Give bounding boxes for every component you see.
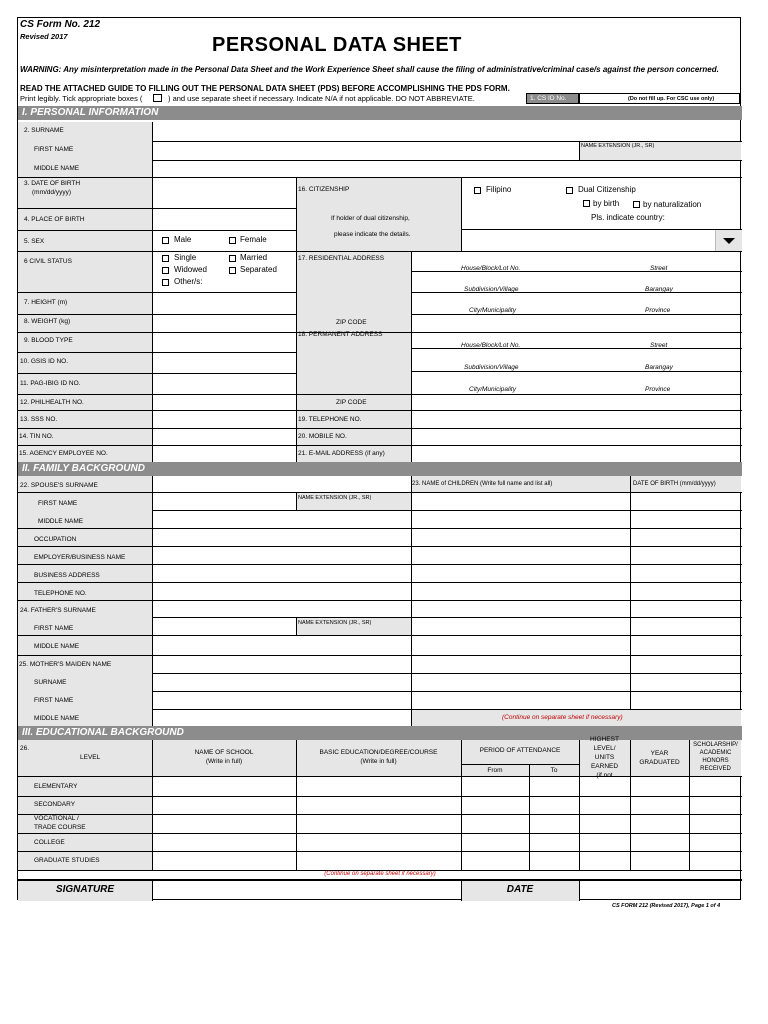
citizenship-label: 16. CITIZENSHIP — [298, 186, 350, 193]
perm-street-label: Street — [650, 342, 668, 349]
perm-province-label: Province — [645, 386, 671, 393]
civil-separated-checkbox[interactable] — [229, 267, 236, 274]
level-vocational-1: VOCATIONAL / — [34, 815, 79, 822]
print-instruction-b: ) and use separate sheet if necessary. Indicate N/A if not applicable. DO NOT ABBREVIATE. — [168, 94, 475, 103]
agency-employee-label: 15. AGENCY EMPLOYEE NO. — [19, 450, 108, 457]
highest-line-1: HIGHEST — [590, 736, 619, 743]
country-select[interactable] — [461, 230, 742, 251]
school-header: NAME OF SCHOOL — [194, 749, 254, 756]
cs-id-label: 1. CS ID No. — [530, 95, 567, 102]
surname-input[interactable] — [152, 122, 742, 141]
perm-house-label: House/Block/Lot No. — [461, 342, 521, 349]
level-header: LEVEL — [80, 754, 101, 761]
weight-label: 8. WEIGHT (kg) — [24, 318, 71, 325]
father-middle-name-label: MIDDLE NAME — [34, 643, 80, 650]
civil-widowed-label: Widowed — [174, 265, 207, 274]
csc-use-note: (Do not fill up. For CSC use only) — [628, 96, 715, 102]
res-street-label: Street — [650, 265, 668, 272]
father-name-ext-label: NAME EXTENSION (JR., SR) — [298, 620, 372, 626]
first-name-label: FIRST NAME — [34, 146, 74, 153]
philhealth-label: 12. PHILHEALTH NO. — [20, 399, 84, 406]
date-label: DATE — [506, 884, 534, 895]
dob-label: 3. DATE OF BIRTH — [24, 180, 81, 187]
citizenship-filipino-checkbox[interactable] — [474, 187, 481, 194]
mother-surname-label: SURNAME — [34, 679, 67, 686]
pagibig-label: 11. PAG-IBIG ID NO. — [20, 380, 81, 387]
agency-employee-input[interactable] — [152, 445, 296, 462]
civil-others-label: Other/s: — [174, 277, 203, 286]
page-number-note: CS FORM 212 (Revised 2017), Page 1 of 4 — [612, 903, 721, 909]
sss-input[interactable] — [152, 410, 296, 428]
education-continue-note: (Continue on separate sheet if necessary) — [324, 871, 436, 877]
mother-middle-name-label: MIDDLE NAME — [34, 715, 80, 722]
blood-type-label: 9. BLOOD TYPE — [24, 337, 73, 344]
civil-status-label: 6 CIVIL STATUS — [24, 258, 72, 265]
family-continue-note: (Continue on separate sheet if necessary) — [502, 714, 623, 721]
level-secondary: SECONDARY — [34, 801, 76, 808]
honors-line-1: SCHOLARSHIP/ — [693, 742, 738, 748]
permanent-address-label: 18. PERMANENT ADDRESS — [298, 331, 383, 338]
level-college: COLLEGE — [34, 839, 65, 846]
perm-city-label: City/Municipality — [469, 386, 516, 393]
signature-label: SIGNATURE — [55, 884, 115, 895]
tin-input[interactable] — [152, 428, 296, 445]
res-city-label: City/Municipality — [469, 307, 516, 314]
res-house-label: House/Block/Lot No. — [461, 265, 521, 272]
perm-barangay-label: Barangay — [645, 364, 673, 371]
spouse-middle-name-label: MIDDLE NAME — [38, 518, 84, 525]
spouse-surname-label: 22. SPOUSE'S SURNAME — [20, 482, 98, 489]
level-graduate-studies: GRADUATE STUDIES — [34, 857, 100, 864]
mother-maiden-label: 25. MOTHER'S MAIDEN NAME — [19, 661, 112, 668]
period-header: PERIOD OF ATTENDANCE — [479, 747, 561, 754]
highest-level-header — [579, 736, 630, 779]
dob-input[interactable] — [152, 177, 296, 208]
weight-input[interactable] — [152, 314, 296, 332]
sex-label: 5. SEX — [24, 238, 45, 245]
citizenship-filipino-label: Filipino — [486, 185, 512, 194]
gsis-input[interactable] — [152, 352, 296, 373]
pob-label: 4. PLACE OF BIRTH — [24, 216, 85, 223]
page-title: PERSONAL DATA SHEET — [212, 34, 462, 56]
period-to-header: To — [550, 767, 558, 774]
signature-field[interactable] — [152, 880, 461, 901]
dual-by-birth-label: by birth — [593, 199, 620, 208]
dual-note-2: please indicate the details. — [334, 231, 411, 238]
date-field[interactable] — [579, 880, 741, 901]
mother-first-name-label: FIRST NAME — [34, 697, 74, 704]
civil-married-label: Married — [240, 253, 268, 262]
chevron-down-icon — [716, 230, 743, 251]
honors-line-2: ACADEMIC — [699, 750, 732, 756]
year-graduated-line-2: GRADUATED — [639, 759, 680, 766]
child-dob-label: DATE OF BIRTH (mm/dd/yyyy) — [633, 481, 716, 487]
dual-naturalization-label: by naturalization — [643, 200, 702, 209]
name-extension-label: NAME EXTENSION (JR., SR) — [581, 143, 655, 149]
indicate-country-label: Pls. indicate country: — [591, 213, 665, 222]
middle-name-label: MIDDLE NAME — [34, 165, 80, 172]
height-label: 7. HEIGHT (m) — [24, 299, 68, 306]
honors-header — [689, 740, 742, 776]
sex-male-checkbox[interactable] — [162, 237, 169, 244]
telephone-label: 19. TELEPHONE NO. — [298, 416, 362, 423]
citizenship-dual-label: Dual Citizenship — [578, 185, 636, 194]
civil-others-checkbox[interactable] — [162, 279, 169, 286]
tin-label: 14. TIN NO. — [19, 433, 54, 440]
res-province-label: Province — [645, 307, 671, 314]
pob-input[interactable] — [152, 208, 296, 230]
res-zip-label: ZIP CODE — [336, 319, 367, 326]
philhealth-input[interactable] — [152, 394, 296, 410]
section-educational-background: III. EDUCATIONAL BACKGROUND — [18, 726, 742, 740]
revised-label: Revised 2017 — [20, 32, 68, 41]
telephone-input[interactable] — [411, 410, 742, 428]
personal-data-form — [17, 17, 741, 900]
dob-format-label: (mm/dd/yyyy) — [32, 189, 71, 196]
father-first-name-label: FIRST NAME — [34, 625, 74, 632]
highest-line-2: LEVEL/ — [593, 745, 616, 752]
res-barangay-label: Barangay — [645, 286, 673, 293]
email-label: 21. E-MAIL ADDRESS (if any) — [298, 450, 385, 457]
period-from-header: From — [487, 767, 503, 774]
course-header: BASIC EDUCATION/DEGREE/COURSE — [319, 749, 438, 756]
sex-female-checkbox[interactable] — [229, 237, 236, 244]
middle-name-input[interactable] — [152, 160, 742, 177]
height-input[interactable] — [152, 292, 296, 314]
spouse-telephone-label: TELEPHONE NO. — [34, 590, 87, 597]
gsis-label: 10. GSIS ID NO. — [20, 358, 69, 365]
warning-text: WARNING: Any misinterpretation made in the Personal Data Sheet and the Work Experience Sheet shall cause the filing of administrative/criminal case/s against the person concerned. — [20, 65, 719, 74]
dual-by-birth-checkbox[interactable] — [583, 200, 590, 207]
civil-widowed-checkbox[interactable] — [162, 267, 169, 274]
dual-naturalization-checkbox[interactable] — [633, 201, 640, 208]
sex-male-label: Male — [174, 235, 192, 244]
mobile-input[interactable] — [411, 428, 742, 445]
residential-address-label: 17. RESIDENTIAL ADDRESS — [298, 255, 385, 262]
school-subheader: (Write in full) — [205, 758, 243, 765]
honors-line-4: RECEIVED — [700, 766, 731, 772]
mobile-label: 20. MOBILE NO. — [298, 433, 347, 440]
country-dropdown-button[interactable] — [715, 230, 742, 251]
occupation-label: OCCUPATION — [34, 536, 77, 543]
highest-line-3: UNITS — [594, 754, 615, 761]
print-instruction-a: Print legibly. Tick appropriate boxes ( — [20, 94, 143, 103]
honors-line-3: HONORS — [702, 758, 729, 764]
year-graduated-line-1: YEAR — [650, 750, 669, 757]
highest-line-5: (if not — [596, 772, 613, 779]
employer-label: EMPLOYER/BUSINESS NAME — [34, 554, 126, 561]
civil-single-label: Single — [174, 253, 197, 262]
first-name-input[interactable] — [152, 141, 579, 160]
sss-label: 13. SSS NO. — [20, 416, 58, 423]
business-address-label: BUSINESS ADDRESS — [34, 572, 100, 579]
civil-single-checkbox[interactable] — [162, 255, 169, 262]
sex-female-label: Female — [240, 235, 267, 244]
level-vocational-2: TRADE COURSE — [34, 824, 86, 831]
guide-text: READ THE ATTACHED GUIDE TO FILLING OUT THE PERSONAL DATA SHEET (PDS) BEFORE ACCOMPLISHING THE PDS FORM. — [20, 84, 510, 93]
course-subheader: (Write in full) — [360, 758, 397, 765]
form-number: CS Form No. 212 — [20, 19, 101, 30]
level-elementary: ELEMENTARY — [34, 783, 78, 790]
civil-married-checkbox[interactable] — [229, 255, 236, 262]
perm-zip-label: ZIP CODE — [336, 399, 367, 406]
citizenship-dual-checkbox[interactable] — [566, 187, 573, 194]
perm-subdivision-label: Subdivision/Village — [464, 364, 519, 371]
blood-type-input[interactable] — [152, 332, 296, 352]
email-input[interactable] — [411, 445, 742, 462]
father-surname-label: 24. FATHER'S SURNAME — [20, 607, 96, 614]
pagibig-input[interactable] — [152, 373, 296, 394]
children-label: 23. NAME of CHILDREN (Write full name and list all) — [412, 481, 553, 487]
surname-label: 2. SURNAME — [24, 127, 64, 134]
section-personal-information: I. PERSONAL INFORMATION — [18, 106, 742, 120]
section-family-background: II. FAMILY BACKGROUND — [18, 462, 742, 476]
education-number-label: 26. — [20, 745, 30, 752]
spouse-first-name-label: FIRST NAME — [38, 500, 78, 507]
highest-line-4: EARNED — [590, 763, 619, 770]
res-subdivision-label: Subdivision/Village — [464, 286, 519, 293]
civil-separated-label: Separated — [240, 265, 277, 274]
spouse-name-ext-label: NAME EXTENSION (JR., SR) — [298, 495, 372, 501]
dual-note-1: If holder of dual citizenship, — [331, 215, 410, 222]
